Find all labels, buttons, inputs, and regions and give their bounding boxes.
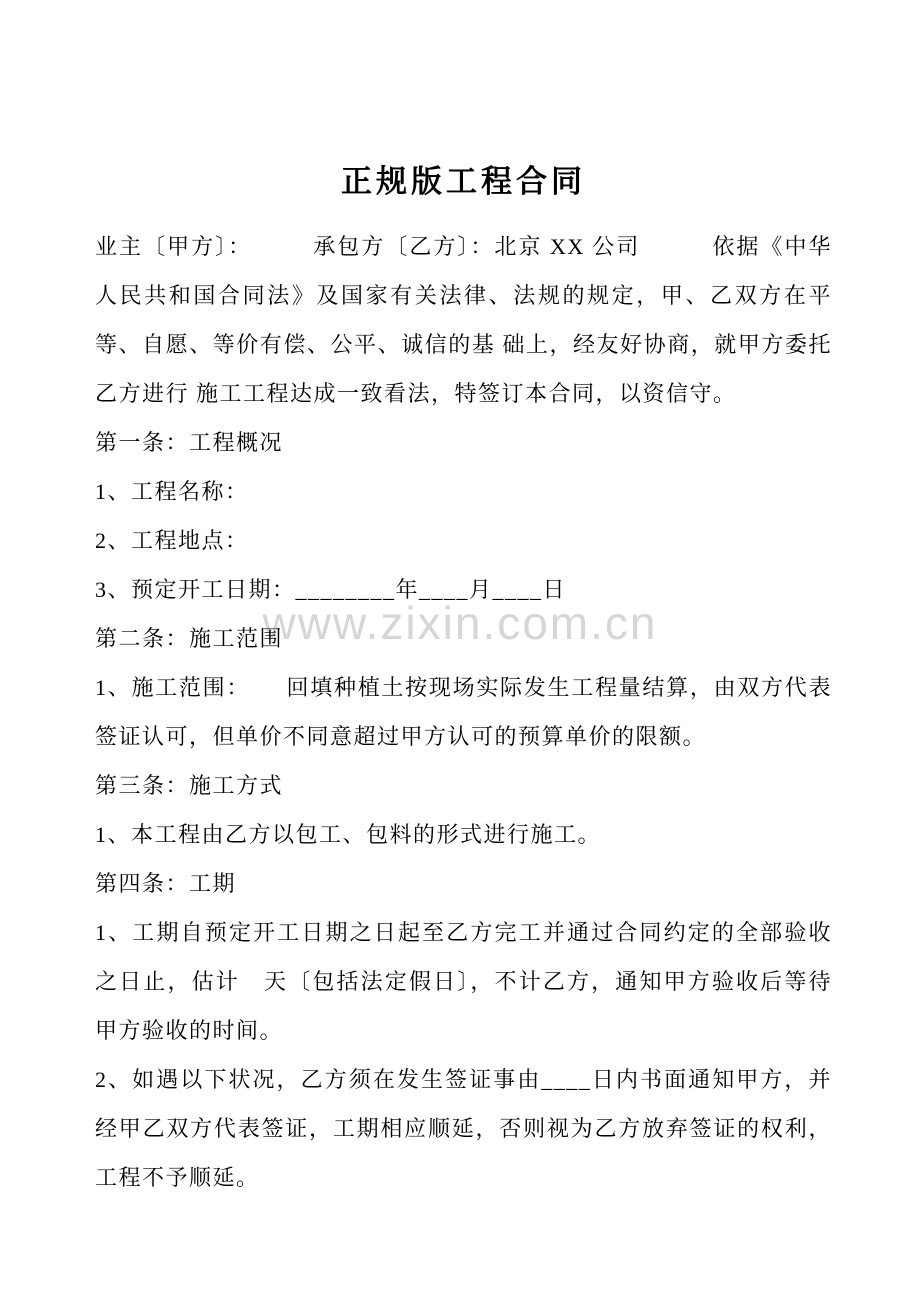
document-title: 正规版工程合同 <box>341 164 586 199</box>
section-4-heading: 第四条：工期 <box>95 871 237 896</box>
section-3-heading: 第三条：施工方式 <box>95 773 284 798</box>
item-construction-scope: 1、施工范围： 回填种植土按现场实际发生工程量结算，由双方代表签证认可，但单价不同意超过甲方认可的预算单价的限额。 <box>95 675 832 749</box>
item-start-date: 3、预定开工日期：________年____月____日 <box>95 577 567 602</box>
section-2-heading: 第二条：施工范围 <box>95 626 284 651</box>
section-1-heading: 第一条：工程概况 <box>95 430 284 455</box>
item-construction-mode: 1、本工程由乙方以包工、包料的形式进行施工。 <box>95 822 602 847</box>
paragraph-intro: 业主〔甲方〕： 承包方〔乙方〕：北京 XX 公司 依据《中华人民共和国合同法》及国家有关法律、法规的规定，甲、乙双方在平等、自愿、等价有偿、公平、诚信的基 础上，经友好协商，就甲方委托乙方进行 施工工程达成一致看法，特签订本合同，以资信守。 <box>95 234 832 406</box>
item-duration-clause-2: 2、如遇以下状况，乙方须在发生签证事由____日内书面通知甲方，并经甲乙双方代表签证，工期相应顺延，否则视为乙方放弃签证的权利，工程不予顺延。 <box>95 1067 832 1190</box>
item-project-location: 2、工程地点： <box>95 528 249 553</box>
item-project-name: 1、工程名称： <box>95 479 249 504</box>
item-duration-clause-1: 1、工期自预定开工日期之日起至乙方完工并通过合同约定的全部验收之日止，估计 天〔包括法定假日〕，不计乙方，通知甲方验收后等待甲方验收的时间。 <box>95 920 832 1043</box>
site-watermark: www.zixin.com.cn <box>262 597 658 649</box>
